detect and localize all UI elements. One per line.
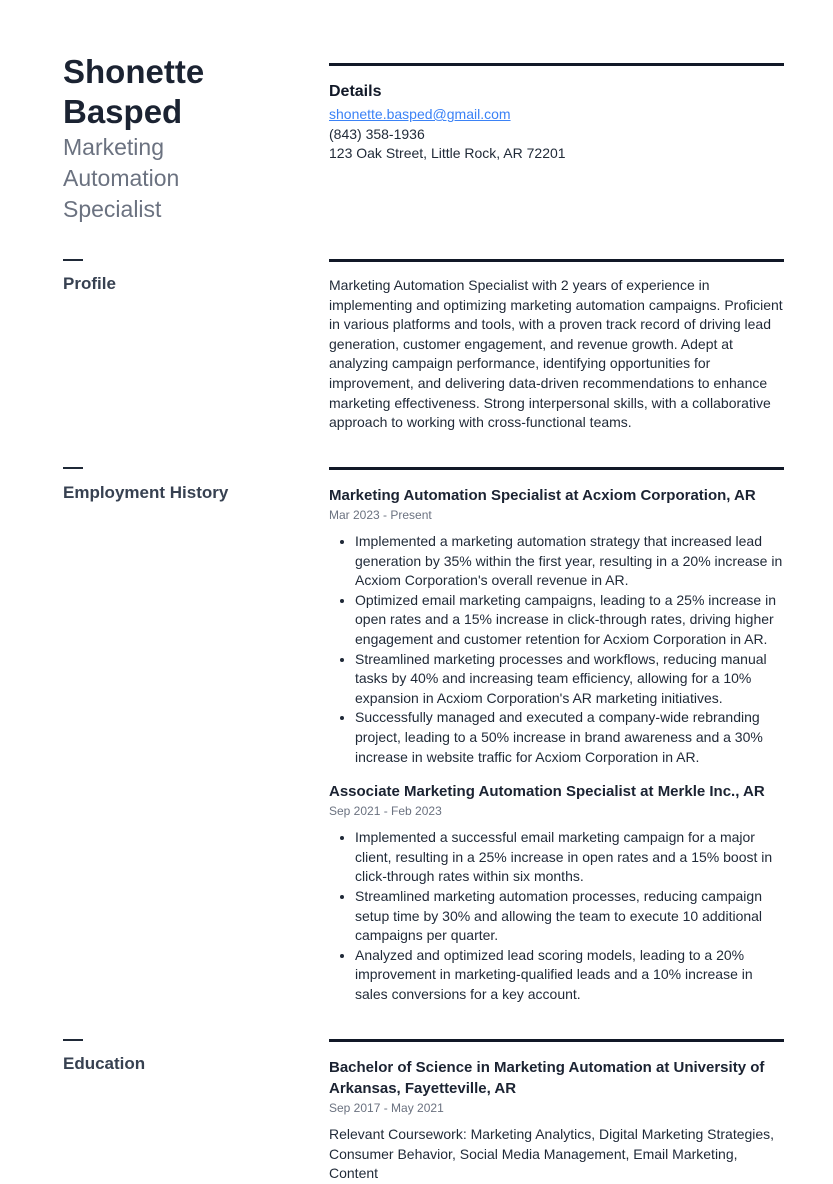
job-bullet: • Successfully managed and executed a company-wide rebranding project, leading to a 50% increase in brand awareness and a 30% increase in website traffic for Acxiom Corporation in AR. <box>355 708 785 767</box>
first-name: Shonette <box>63 53 205 90</box>
job-entry <box>329 781 785 1004</box>
education-dash <box>63 1039 83 1041</box>
job-bullet: • Implemented a successful email marketing campaign for a major client, resulting in a 25% increase in open rates and a 15% boost in click-through rates within six months. <box>355 828 785 887</box>
job-bullet: • Analyzed and optimized lead scoring models, leading to a 20% improvement in marketing-qualified leads and a 10% increase in sales conversions for a key account. <box>355 946 785 1005</box>
email-link[interactable]: shonette.basped@gmail.com <box>329 106 511 122</box>
degree-title: Bachelor of Science in Marketing Automation at University of Arkansas, Fayetteville, AR <box>329 1059 765 1097</box>
job-bullet: • Optimized email marketing campaigns, leading to a 25% increase in open rates and a 15% increase in click-through rates, driving higher engagement and customer retention for Acxiom Corporation in AR. <box>355 591 785 650</box>
employment-dash <box>63 467 83 469</box>
profile-section <box>329 276 785 433</box>
job-bullet: • Streamlined marketing automation processes, reducing campaign setup time by 30% and allowing the team to execute 10 additional campaigns per quarter. <box>355 887 785 946</box>
job-dates: Mar 2023 - Present <box>329 508 432 522</box>
job-bullets <box>329 828 785 1004</box>
job-title: Associate Marketing Automation Specialist at Merkle Inc., AR <box>329 783 765 801</box>
education-section <box>329 1057 785 1184</box>
job-bullets <box>329 532 785 767</box>
last-name: Basped <box>63 93 183 130</box>
details-heading: Details <box>329 83 382 100</box>
education-heading: Education <box>63 1054 146 1073</box>
address: 123 Oak Street, Little Rock, AR 72201 <box>329 145 566 162</box>
education-dates: Sep 2017 - May 2021 <box>329 1101 444 1115</box>
candidate-name <box>63 52 293 132</box>
profile-divider <box>329 259 784 262</box>
job-bullet: • Streamlined marketing processes and workflows, reducing manual tasks by 40% and increasing team efficiency, allowing for a 10% expansion in Acxiom Corporation's AR marketing initiatives. <box>355 650 785 709</box>
profile-dash <box>63 259 83 261</box>
job-dates: Sep 2021 - Feb 2023 <box>329 804 442 819</box>
job-entry <box>329 485 785 767</box>
coursework: Relevant Coursework: Marketing Analytics, Digital Marketing Strategies, Consumer Behavior, Social Media Management, Email Marketing, Content <box>329 1126 775 1182</box>
profile-heading: Profile <box>63 274 116 293</box>
job-bullet: • Implemented a marketing automation strategy that increased lead generation by 35% within the first year, resulting in a 20% increase in Acxiom Corporation's overall revenue in AR. <box>355 532 785 591</box>
details-divider <box>329 63 784 66</box>
employment-section <box>329 485 785 1018</box>
education-divider <box>329 1039 784 1042</box>
details-section <box>329 81 785 164</box>
employment-heading: Employment History <box>63 483 229 502</box>
phone-number: (843) 358-1936 <box>329 125 425 142</box>
candidate-title: Marketing Automation Specialist <box>63 134 180 222</box>
job-title: Marketing Automation Specialist at Acxiom Corporation, AR <box>329 487 756 504</box>
profile-summary: Marketing Automation Specialist with 2 years of experience in implementing and optimizing marketing automation campaigns. Proficient in various platforms and tools, with a proven track record of driving lead generation, customer engagement, and revenue growth. Adept at analyzing campaign performance, identifying opportunities for improvement, and delivering data-driven recommendations to enhance marketing effectiveness. Strong interpersonal skills, with a collaborative approach to working with cross-functional teams. <box>329 277 783 431</box>
employment-divider <box>329 467 784 470</box>
